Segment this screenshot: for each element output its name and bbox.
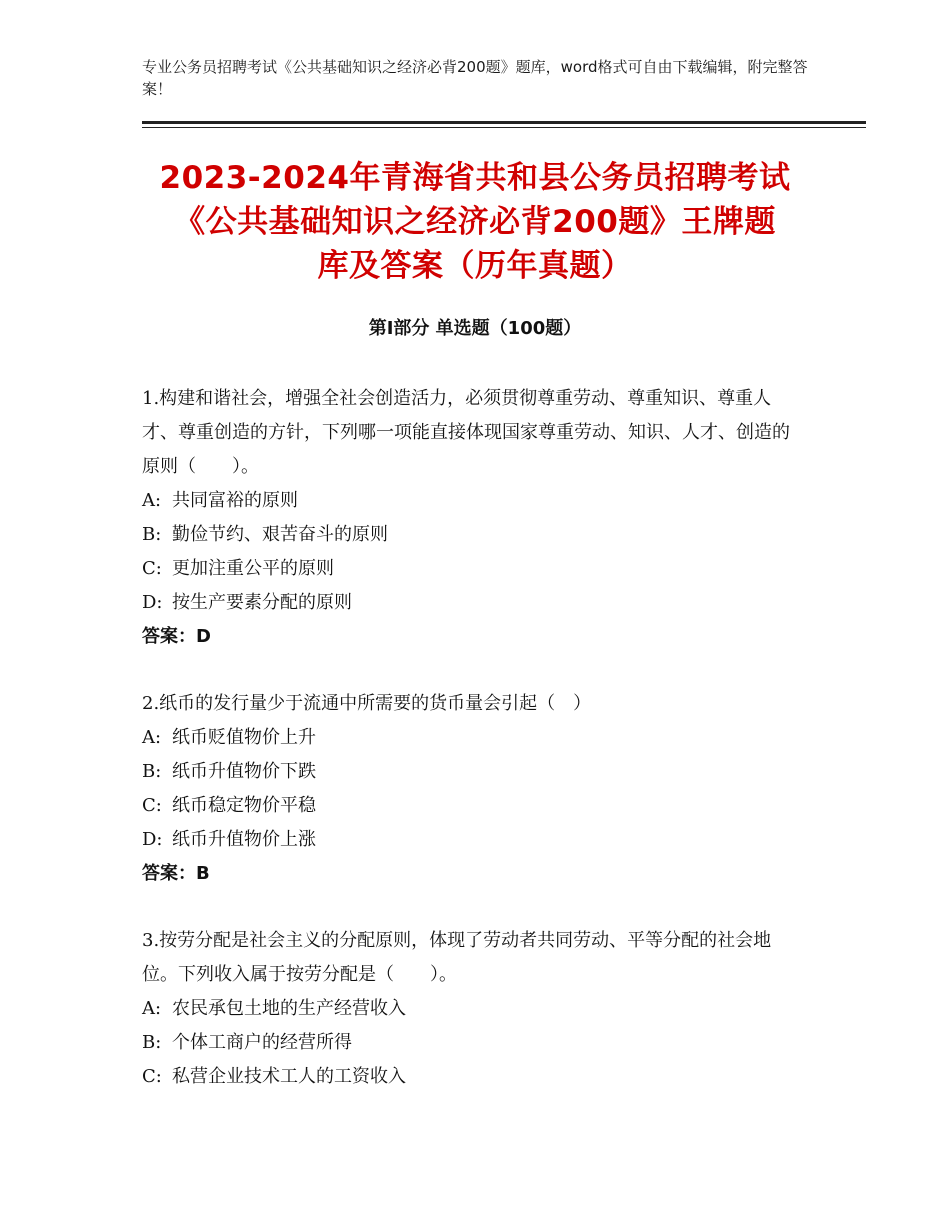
section-title: 第I部分 单选题（100题）: [368, 318, 582, 339]
option-key: C:: [142, 795, 162, 816]
document-title: [120, 156, 830, 288]
question-list: [142, 382, 802, 1127]
option-a: [142, 484, 802, 518]
answer-line: 答案：B: [142, 863, 210, 884]
option-key: B:: [142, 1032, 162, 1053]
option-b: [142, 755, 802, 789]
option-b: [142, 518, 802, 552]
option-key: C:: [142, 1066, 162, 1087]
option-key: B:: [142, 761, 162, 782]
option-a: [142, 992, 802, 1026]
option-text: 私营企业技术工人的工资收入: [172, 1066, 406, 1087]
document-title-line: 2023-2024年青海省共和县公务员招聘考试: [159, 160, 791, 196]
question-item: [142, 924, 802, 1094]
option-text: 个体工商户的经营所得: [172, 1032, 352, 1053]
option-d: [142, 586, 802, 620]
option-key: D:: [142, 829, 163, 850]
question-text: 3.按劳分配是社会主义的分配原则，体现了劳动者共同劳动、平等分配的社会地位。下列收入属于按劳分配是（ ）。: [142, 930, 772, 985]
option-text: 更加注重公平的原则: [172, 558, 334, 579]
option-d: [142, 823, 802, 857]
option-key: B:: [142, 524, 162, 545]
option-a: [142, 721, 802, 755]
option-text: 农民承包土地的生产经营收入: [172, 998, 406, 1019]
answer-line: 答案：D: [142, 626, 211, 647]
option-text: 勤俭节约、艰苦奋斗的原则: [172, 524, 388, 545]
option-key: D:: [142, 592, 163, 613]
option-b: [142, 1026, 802, 1060]
option-c: [142, 1060, 802, 1094]
question-text: 2.纸币的发行量少于流通中所需要的货币量会引起（ ）: [142, 693, 592, 714]
document-title-line: 库及答案（历年真题）: [317, 248, 633, 284]
option-key: A:: [142, 490, 162, 511]
option-key: C:: [142, 558, 162, 579]
option-c: [142, 789, 802, 823]
option-text: 共同富裕的原则: [172, 490, 298, 511]
option-text: 纸币升值物价上涨: [172, 829, 316, 850]
header-divider: [142, 121, 866, 124]
option-text: 纸币贬值物价上升: [172, 727, 316, 748]
option-text: 纸币稳定物价平稳: [172, 795, 316, 816]
header-divider-thin: [142, 127, 866, 128]
question-item: [142, 382, 802, 654]
document-title-line: 《公共基础知识之经济必背200题》王牌题: [174, 204, 776, 240]
option-c: [142, 552, 802, 586]
question-text: 1.构建和谐社会，增强全社会创造活力，必须贯彻尊重劳动、尊重知识、尊重人才、尊重创造的方针，下列哪一项能直接体现国家尊重劳动、知识、人才、创造的原则（ ）。: [142, 388, 790, 477]
header-note: 专业公务员招聘考试《公共基础知识之经济必背200题》题库，word格式可自由下载编辑，附完整答案！: [142, 58, 808, 98]
option-text: 纸币升值物价下跌: [172, 761, 316, 782]
option-key: A:: [142, 727, 162, 748]
option-text: 按生产要素分配的原则: [172, 592, 352, 613]
question-item: [142, 687, 802, 891]
option-key: A:: [142, 998, 162, 1019]
